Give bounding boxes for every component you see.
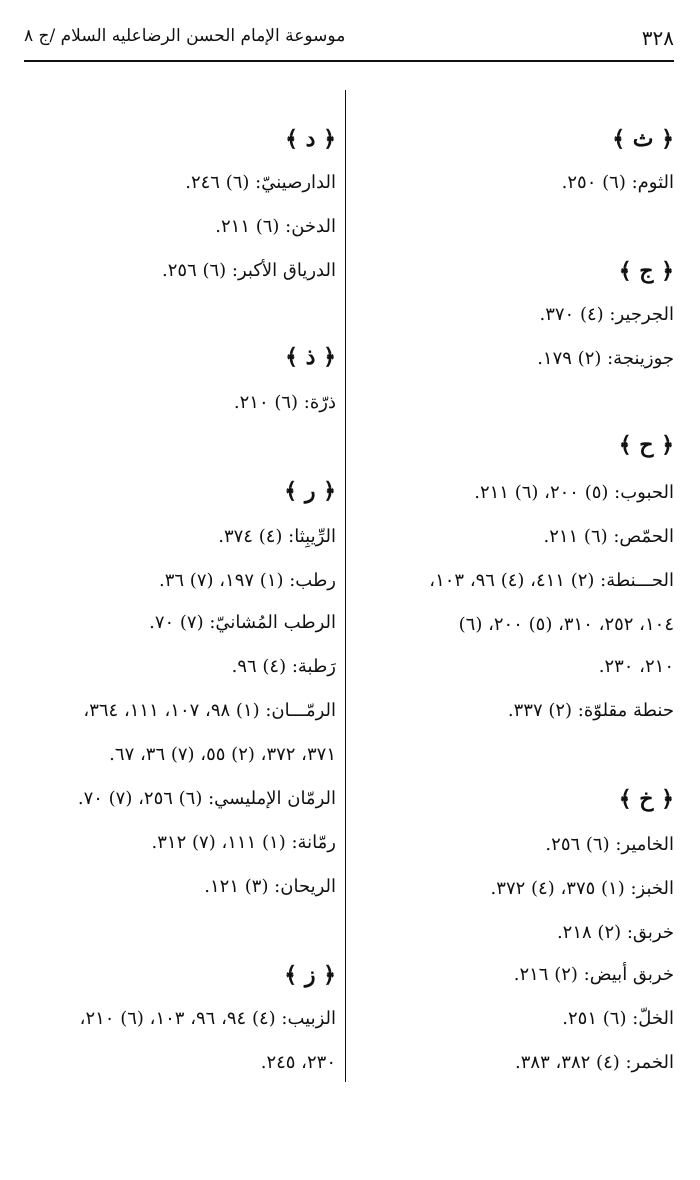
index-entry: الخامير: (٦) ٢٥٦. xyxy=(545,834,674,855)
index-entry: ذرّة: (٦) ٢١٠. xyxy=(233,392,336,413)
index-entry: الحمّص: (٦) ٢١١. xyxy=(543,526,674,547)
index-entry: الدخن: (٦) ٢١١. xyxy=(215,216,336,237)
section-heading: ﴿ ذ ﴾ xyxy=(285,344,336,370)
index-entry: خربق: (٢) ٢١٨. xyxy=(556,922,674,943)
page-number: ٣٢٨ xyxy=(641,26,674,50)
index-entry: الحبوب: (٥) ٢٠٠، (٦) ٢١١. xyxy=(474,482,674,503)
index-entry: الرِّيبِثا: (٤) ٣٧٤. xyxy=(218,526,336,547)
index-entry: الرمّان الإمليسي: (٦) ٢٥٦، (٧) ٧٠. xyxy=(77,788,336,809)
index-entry: حنطة مقلوّة: (٢) ٣٣٧. xyxy=(507,700,674,721)
index-entry: الخبز: (١) ٣٧٥، (٤) ٣٧٢. xyxy=(490,878,674,899)
index-entry: الريحان: (٣) ١٢١. xyxy=(204,876,336,897)
index-entry: الخمر: (٤) ٣٨٢، ٣٨٣. xyxy=(515,1052,674,1073)
section-heading: ﴿ ز ﴾ xyxy=(284,962,336,988)
running-title: موسوعة الإمام الحسن الرضاعليه السلام /ج ٨ xyxy=(24,26,346,46)
index-entry: ٢١٠، ٢٣٠. xyxy=(598,656,674,677)
index-entry: الدارصينيّ: (٦) ٢٤٦. xyxy=(185,172,336,193)
index-entry: جوزينجة: (٢) ١٧٩. xyxy=(537,348,674,369)
index-entry: خربق أبيض: (٢) ٢١٦. xyxy=(513,964,674,985)
section-heading: ﴿ ح ﴾ xyxy=(618,432,674,458)
index-entry: الثوم: (٦) ٢٥٠. xyxy=(561,172,674,193)
index-entry: ٣٧١، ٣٧٢، (٢) ٥٥، (٧) ٣٦، ٦٧. xyxy=(109,744,336,765)
index-entry: الزبيب: (٤) ٩٤، ٩٦، ١٠٣، (٦) ٢١٠، xyxy=(79,1008,336,1029)
index-entry: الخلّ: (٦) ٢٥١. xyxy=(562,1008,674,1029)
index-entry: الحـــنطة: (٢) ٤١١، (٤) ٩٦، ١٠٣، xyxy=(429,570,674,591)
index-entry: الجرجير: (٤) ٣٧٠. xyxy=(539,304,674,325)
index-entry: رطب: (١) ١٩٧، (٧) ٣٦. xyxy=(158,570,336,591)
index-entry: رمّانة: (١) ١١١، (٧) ٣١٢. xyxy=(151,832,336,853)
index-entry: الرمّـــان: (١) ٩٨، ١٠٧، ١١١، ٣٦٤، xyxy=(83,700,336,721)
header-rule xyxy=(24,60,674,62)
index-entry: الرطب المُشانيّ: (٧) ٧٠. xyxy=(149,612,336,633)
index-entry: ١٠٤، ٢٥٢، ٣١٠، (٥) ٢٠٠، (٦) xyxy=(458,614,674,635)
section-heading: ﴿ ث ﴾ xyxy=(612,126,674,152)
section-heading: ﴿ ر ﴾ xyxy=(284,478,336,504)
index-entry: ٢٣٠، ٢٤٥. xyxy=(260,1052,336,1073)
index-entry: الدرياق الأكبر: (٦) ٢٥٦. xyxy=(162,260,336,281)
column-divider xyxy=(345,90,346,1082)
index-entry: رَطبة: (٤) ٩٦. xyxy=(231,656,336,677)
section-heading: ﴿ د ﴾ xyxy=(285,126,336,152)
section-heading: ﴿ ج ﴾ xyxy=(618,258,674,284)
page-header xyxy=(24,26,674,60)
section-heading: ﴿ خ ﴾ xyxy=(618,786,674,812)
